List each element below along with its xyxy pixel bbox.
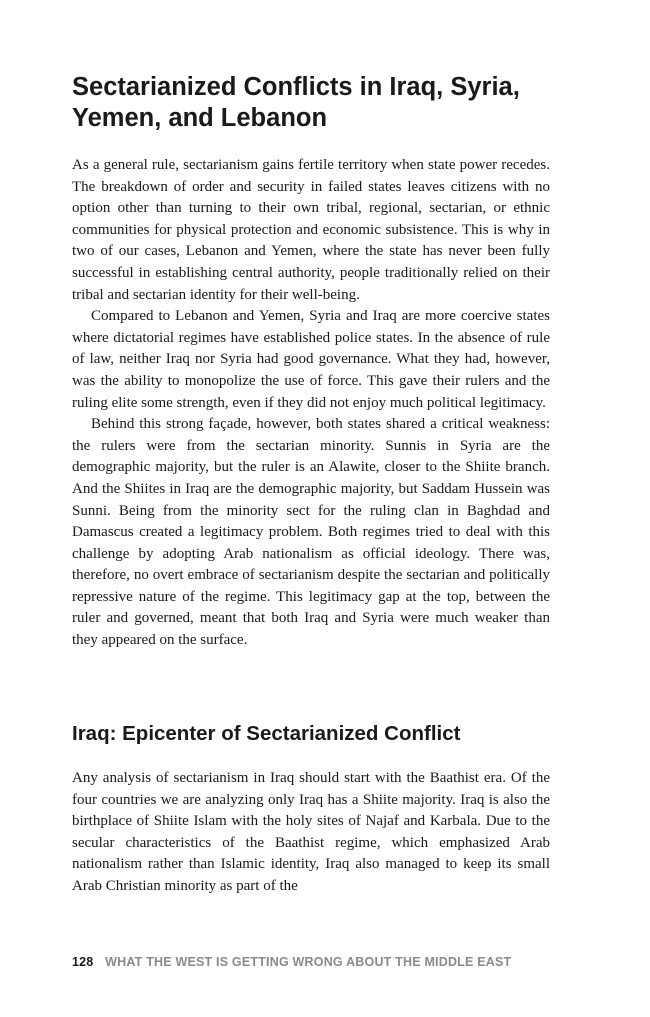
section-body-sectarianized-conflicts (72, 155, 550, 652)
paragraph: As a general rule, sectarianism gains fertile territory when state power recedes. The breakdown of order and security in failed states leaves citizens with no option other than turning to their own tribal, regional, sectarian, or ethnic communities for physical protection and economic subsistence. This is why in two of our cases, Lebanon and Yemen, where the state has never been fully successful in establishing central authority, people traditionally relied on their tribal and sectarian identity for their well-being. (72, 157, 550, 303)
chapter-section-heading: Sectarianized Conflicts in Iraq, Syria, Yemen, and Lebanon (72, 73, 520, 132)
paragraph: Behind this strong façade, however, both states shared a critical weakness: the rulers were from the sectarian minority. Sunnis in Syria are the demographic majority, but the ruler is an Alawite, closer to the Shiite branch. And the Shiites in Iraq are the demographic majority, but Saddam Hussein was Sunni. Being from the minority sect for the ruling clan in Baghdad and Damascus created a legitimacy problem. Both regimes tried to deal with this challenge by adopting Arab nationalism as official ideology. There was, therefore, no overt embrace of sectarianism despite the sectarian and politically repressive nature of the regime. This legitimacy gap at the top, between the ruler and governed, meant that both Iraq and Syria were much weaker than they appeared on the surface. (72, 416, 550, 649)
page-footer (72, 953, 592, 971)
paragraph: Any analysis of sectarianism in Iraq should start with the Baathist era. Of the four countries we are analyzing only Iraq has a Shiite majority. Iraq is also the birthplace of Shiite Islam with the holy sites of Najaf and Karbala. Due to the secular characteristics of the Baathist regime, which emphasized Arab nationalism rather than Islamic identity, Iraq also managed to keep its small Arab Christian minority as part of the (72, 770, 550, 894)
paragraph: Compared to Lebanon and Yemen, Syria and Iraq are more coercive states where dictatorial regimes have established police states. In the absence of rule of law, neither Iraq nor Syria had good governance. What they had, however, was the ability to monopolize the use of force. This gave their rulers and the ruling elite some strength, even if they did not enjoy much political legitimacy. (72, 308, 550, 411)
section-body-iraq (72, 768, 550, 898)
subsection-heading: Iraq: Epicenter of Sectarianized Conflict (72, 722, 461, 745)
running-title: WHAT THE WEST IS GETTING WRONG ABOUT THE MIDDLE EAST (105, 955, 512, 969)
page-number: 128 (72, 955, 94, 969)
